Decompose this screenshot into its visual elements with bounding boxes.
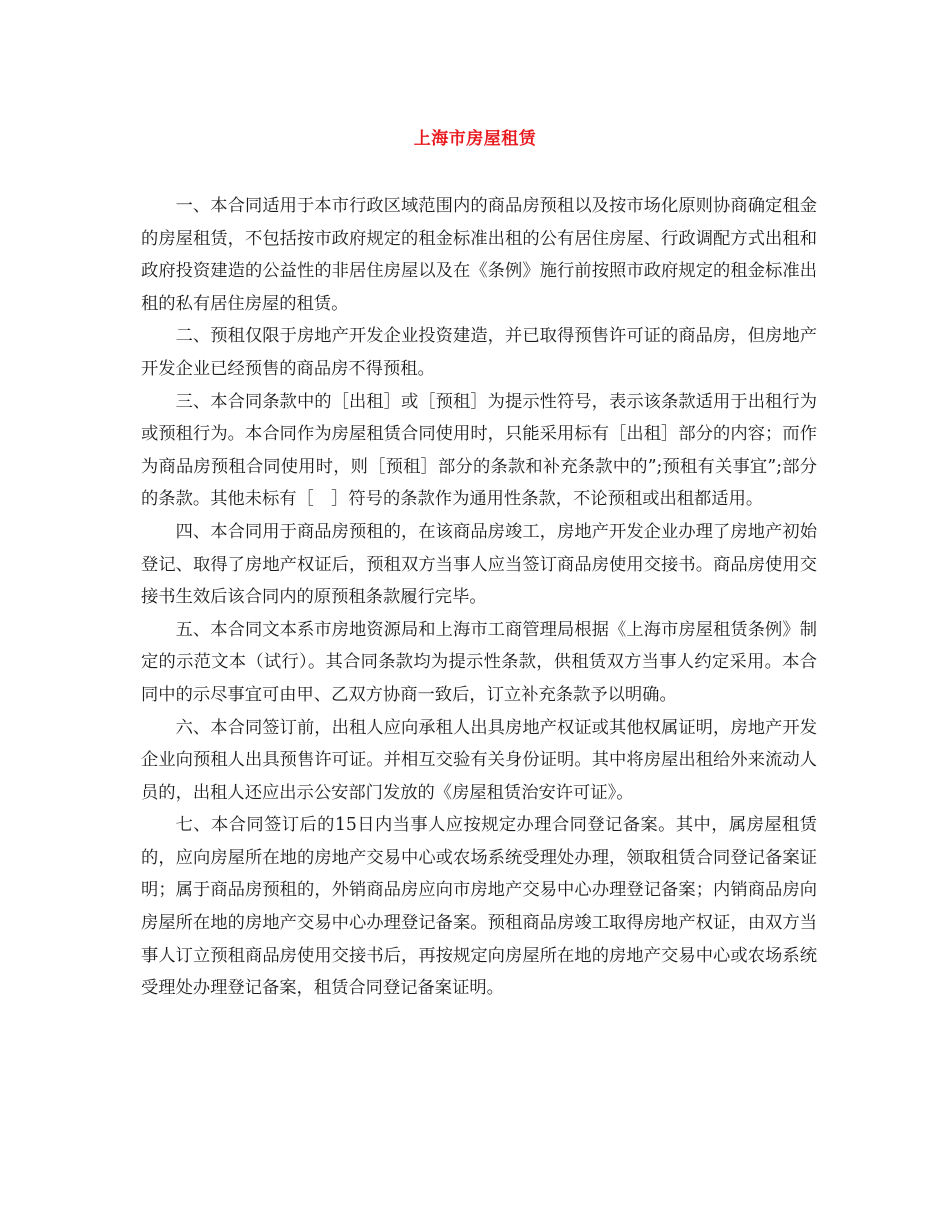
paragraph-2: 二、预租仅限于房地产开发企业投资建造，并已取得预售许可证的商品房，但房地产开发企业已经预售的商品房不得预租。 [141, 326, 817, 379]
document-title: 上海市房屋租赁 [413, 129, 537, 149]
paragraph-7: 七、本合同签订后的15日内当事人应按规定办理合同登记备案。其中，属房屋租赁的，应向房屋所在地的房地产交易中心或农场系统受理处办理，领取租赁合同登记备案证明；属于商品房预租的，外销商品房应向市房地产交易中心办理登记备案；内销商品房向房屋所在地的房地产交易中心办理登记备案。预租商品房竣工取得房地产权证，由双方当事人订立预租商品房使用交接书后，再按规定向房屋所在地的房地产交易中心或农场系统受理处办理登记备案，租赁合同登记备案证明。 [141, 815, 817, 999]
paragraph-1: 一、本合同适用于本市行政区域范围内的商品房预租以及按市场化原则协商确定租金的房屋租赁，不包括按市政府规定的租金标准出租的公有居住房屋、行政调配方式出租和政府投资建造的公益性的非居住房屋以及在《条例》施行前按照市政府规定的租金标准出租的私有居住房屋的租赁。 [141, 196, 817, 314]
paragraph-6: 六、本合同签订前，出租人应向承租人出具房地产权证或其他权属证明，房地产开发企业向预租人出具预售许可证。并相互交验有关身份证明。其中将房屋出租给外来流动人员的，出租人还应出示公安部门发放的《房屋租赁治安许可证》。 [141, 717, 817, 803]
paragraph-3: 三、本合同条款中的［出租］或［预租］为提示性符号，表示该条款适用于出租行为或预租行为。本合同作为房屋租赁合同使用时，只能采用标有［出租］部分的内容；而作为商品房预租合同使用时，则［预租］部分的条款和补充条款中的”;预租有关事宜”;部分的条款。其他未标有［ ］符号的条款作为通用性条款，不论预租或出租都适用。 [141, 391, 817, 510]
document-body [141, 190, 817, 1005]
paragraph-4: 四、本合同用于商品房预租的，在该商品房竣工，房地产开发企业办理了房地产初始登记、取得了房地产权证后，预租双方当事人应当签订商品房使用交接书。商品房使用交接书生效后该合同内的原预租条款履行完毕。 [141, 521, 817, 608]
paragraph-5: 五、本合同文本系市房地资源局和上海市工商管理局根据《上海市房屋租赁条例》制定的示范文本（试行）。其合同条款均为提示性条款，供租赁双方当事人约定采用。本合同中的示尽事宜可由甲、乙双方协商一致后，订立补充条款予以明确。 [141, 619, 817, 705]
